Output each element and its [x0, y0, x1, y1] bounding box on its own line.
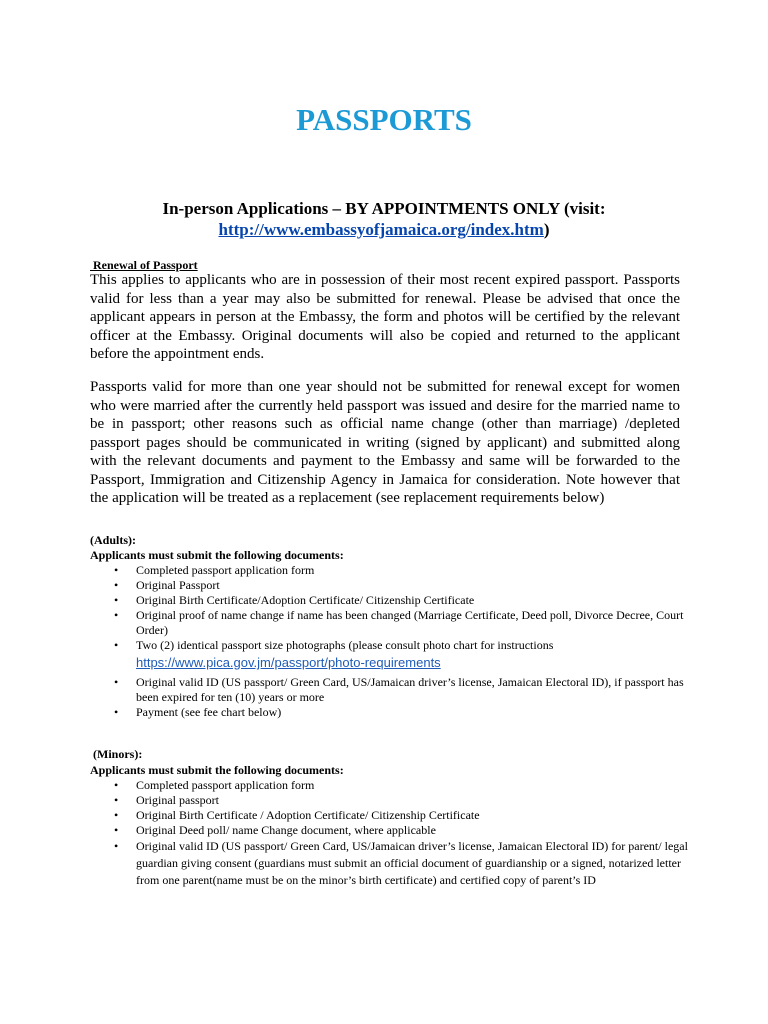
bullet: • — [114, 705, 119, 719]
list-item: • Payment (see fee chart below) — [114, 705, 282, 719]
list-item: • Completed passport application form — [114, 778, 315, 792]
minors-label: (Minors): — [90, 747, 143, 761]
bullet: • — [114, 608, 119, 622]
minors-intro: Applicants must submit the following documents: — [90, 763, 344, 777]
list-item: • Original Deed poll/ name Change document, where applicable — [114, 823, 436, 837]
page-title: PASSPORTS — [296, 102, 472, 137]
renewal-section-label: Renewal of Passport — [90, 258, 198, 272]
list-item: • Completed passport application form — [114, 563, 315, 577]
appointment-heading — [0, 198, 768, 240]
bullet: • — [114, 675, 119, 689]
heading-close-paren: ) — [543, 220, 550, 239]
adults-document-list — [90, 563, 690, 720]
list-item: • Original valid ID (US passport/ Green Card, US/Jamaican driver’s license, Jamaican Electoral ID) for parent/ legal guardian giving consent (guardians must submit an official document of guardianship or a signed, notarized letter from one parent(name must be on the minor’s birth certificate) and certified copy of parent’s ID — [114, 839, 688, 887]
bullet: • — [114, 793, 119, 807]
list-item: • Two (2) identical passport size photographs (please consult photo chart for instructions https://www.pica.gov.jm/passport/photo-requirements — [90, 638, 690, 672]
bullet: • — [114, 778, 119, 792]
renewal-paragraph-1: This applies to applicants who are in possession of their most recent expired passport. Passports valid for less than a year may also be submitted for renewal. Please be advised that once the applicant appears in person at the Embassy, the form and photos will be certified by the relevant officer at the Embassy. Original documents will also be copied and returned to the applicant before the appointment ends. — [90, 272, 680, 362]
list-item: • Original proof of name change if name has been changed (Marriage Certificate, Deed poll, Divorce Decree, Court Order) — [114, 608, 684, 637]
list-item: • Original Birth Certificate / Adoption Certificate/ Citizenship Certificate — [114, 808, 480, 822]
list-item: • Original Passport — [114, 578, 220, 592]
renewal-paragraph-2: Passports valid for more than one year should not be submitted for renewal except for women who were married after the currently held passport was issued and desire for the married name to be in passport; other reasons such as official name change (other than marriage) /depleted passport pages should be communicated in writing (signed by applicant) and submitted along with the relevant documents and payment to the Embassy and same will be forwarded to the Passport, Immigration and Citizenship Agency in Jamaica for consideration. Note however that the application will be treated as a replacement (see replacement requirements below) — [90, 379, 680, 506]
bullet: • — [114, 593, 119, 607]
bullet: • — [114, 578, 119, 592]
bullet: • — [114, 839, 119, 853]
adults-label: (Adults): — [90, 533, 137, 547]
list-item: • Original passport — [114, 793, 219, 807]
appointment-heading-text: In-person Applications – BY APPOINTMENTS ONLY (visit: — [162, 199, 606, 218]
bullet: • — [114, 808, 119, 822]
bullet: • — [114, 823, 119, 837]
bullet: • — [114, 638, 119, 652]
list-item: • Original Birth Certificate/Adoption Certificate/ Citizenship Certificate — [114, 593, 475, 607]
list-item: • Original valid ID (US passport/ Green Card, US/Jamaican driver’s license, Jamaican Electoral ID), if passport has been expired for ten (10) years or more — [114, 675, 684, 704]
adults-intro: Applicants must submit the following documents: — [90, 548, 344, 562]
bullet: • — [114, 563, 119, 577]
photo-requirements-link[interactable]: https://www.pica.gov.jm/passport/photo-requirements — [136, 655, 441, 670]
minors-document-list — [90, 778, 690, 889]
embassy-link[interactable]: http://www.embassyofjamaica.org/index.htm — [218, 220, 544, 239]
